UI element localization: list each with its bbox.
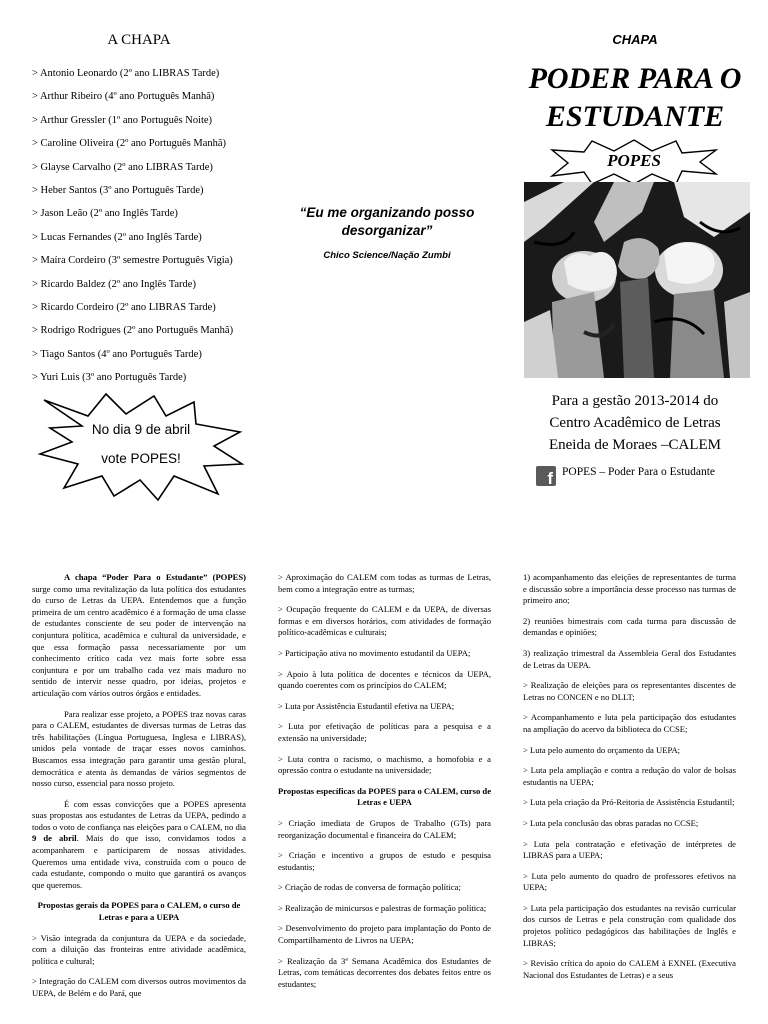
list-item: > Aproximação do CALEM com todas as turmas de Letras, bem como a integração entre as turmas; [278,572,491,594]
facebook-icon: f [536,466,556,486]
member-item: > Ricardo Baldez (2º ano Inglês Tarde) [32,278,196,290]
list-item: > Integração do CALEM com diversos outros movimentos da UEPA, de Belém e do Pará, que [32,976,246,998]
list-item: > Luta pela ampliação e contra a redução do valor de bolsas estudantis na UEPA; [523,765,736,787]
column-intro [32,572,246,1009]
list-item: > Realização da 3ª Semana Acadêmica dos Estudantes de Letras, com temáticas decorrentes dos debates feitos entre os estudantes; [278,955,491,989]
list-item: > Criação de rodas de conversa de formação política; [278,882,461,893]
popes-label: POPES [607,151,661,170]
member-item: > Arthur Gressler (1º ano Português Noite) [32,114,213,126]
member-item: > Maíra Cordeiro (3º semestre Português Vigia) [32,255,233,267]
quote-text: “Eu me organizando posso desorganizar” [299,205,475,238]
member-item: > Heber Santos (3º ano Português Tarde) [32,185,204,197]
list-item: > Participação ativa no movimento estudantil da UEPA; [278,647,471,658]
popes-badge [548,138,720,186]
slate-title: PODER PARA O ESTUDANTE [528,62,742,133]
list-item: > Desenvolvimento do projeto para implantação do Ponto de Compartilhamento de Livros na UEPA; [278,923,491,946]
list-item: 2) reuniões bimestrais com cada turma para discussão de demandas e opiniões; [523,615,736,638]
member-item: > Antonio Leonardo (2º ano LIBRAS Tarde) [32,68,220,79]
list-item: > Ocupação frequente do CALEM e da UEPA, de diversas formas e em diversos horários, com atividades de formação político-acadêmicas e culturais; [278,604,491,638]
list-item: > Acompanhamento e luta pela participação dos estudantes na ampliação do acervo da biblioteca do CCSE; [523,712,736,734]
list-item: > Apoio à luta política de docentes e técnicos da UEPA, quando coerentes com os princípios do CALEM; [278,668,491,691]
column-specifics [523,572,736,990]
paragraph: Para realizar esse projeto, a POPES traz novas caras para o CALEM, estudantes de diversas turmas de Letras das três habilitações (Língua Portuguesa, Inglesa e LIBRAS), unidos pela vontade de traçar esses novos caminhos. Buscamos essa integração para garantir uma gestão plural, democrática e atenta às demandas de vários segmentos de nosso curso, essencial para nosso projeto. [32,708,246,789]
column-proposals [278,572,491,999]
list-item: > Visão integrada da conjuntura da UEPA e da sociedade, com a diluição das fronteiras entre atividade acadêmica, política e cultural; [32,932,246,966]
members-list [32,62,233,390]
member-item: > Lucas Fernandes (2º ano Inglês Tarde) [32,231,202,243]
member-item: > Caroline Oliveira (2º ano Português Manhã) [32,138,227,150]
starburst-shape [36,392,246,502]
list-item: > Luta pela criação da Pró-Reitoria de Assistência Estudantil; [523,797,735,808]
list-item: > Luta por efetivação de políticas para a pesquisa e a extensão na universidade; [278,721,491,743]
section-heading: Propostas específicas da POPES para o CALEM, curso de Letras e UEPA [278,785,492,808]
list-item: > Revisão crítica do apoio do CALEM à EXNEL (Executiva Nacional dos Estudantes de Letras) e a seus [523,958,736,980]
quote-author: Chico Science/Nação Zumbi [323,250,451,261]
intro-paragraph: A chapa “Poder Para o Estudante” (POPES) surge como uma revitalização da luta política dos estudantes do curso de Letras da UEPA. Entendemos que a função primeira de um centro acadêmico é a formação de uma classe de estudantes consciente de seu poder de intervenção na conjuntura política, acadêmica e cultural da universidade, e que essa formação passa necessariamente por um conhecimento crítico cada vez mais forte sobre essa conjuntura e por um trabalho cada vez mais maduro no sentido de intervir nesse quadro, por ideias, projetos e articulação com vários outros órgãos e entidades. [32,572,246,698]
list-item: > Criação imediata de Grupos de Trabalho (GTs) para reorganização documental e financeira do CALEM; [278,817,491,840]
gestao-text: Para a gestão 2013-2014 do Centro Acadêmico de Letras Eneida de Moraes –CALEM [548,393,722,453]
vote-date-text: No dia 9 de abril [91,422,191,437]
list-item: > Realização de minicursos e palestras de formação política; [278,902,487,913]
section-heading: Propostas gerais da POPES para o CALEM, o curso de Letras e para a UEPA [37,900,241,923]
list-item: 1) acompanhamento das eleições de representantes de turma e discussão sobre a importância desse processo nas turmas de primeiro ano; [523,572,736,606]
member-item: > Glayse Carvalho (2º ano LIBRAS Tarde) [32,161,213,173]
vote-popes-text: vote POPES! [101,451,181,466]
list-item: > Realização de eleições para os representantes discentes de Letras no CONCEN e no DLLT; [523,680,736,702]
list-item: > Luta pela participação dos estudantes na revisão curricular dos cursos de Letras e pela construção com qualidade dos projetos político pedagógicos das habilitações de Inglês e LIBRAS; [523,902,736,948]
member-item: > Yuri Luis (3º ano Português Tarde) [32,372,187,384]
list-item: > Luta contra o racismo, o machismo, a homofobia e a opressão contra o estudante na universidade; [278,753,491,776]
members-heading: A CHAPA [107,32,171,48]
list-item: > Luta pelo aumento do quadro de professores efetivos na UEPA; [523,870,736,893]
fists-artwork-image [524,182,750,378]
list-item: > Luta por Assistência Estudantil efetiva na UEPA; [278,700,455,711]
list-item: 3) realização trimestral da Assembleia Geral dos Estudantes de Letras da UEPA. [523,647,736,670]
member-item: > Ricardo Cordeiro (2º ano LIBRAS Tarde) [32,302,216,314]
member-item: > Jason Leão (2º ano Inglês Tarde) [32,208,178,220]
list-item: > Criação e incentivo a grupos de estudo e pesquisa estudantis; [278,850,491,872]
list-item: > Luta pela conclusão das obras paradas no CCSE; [523,817,699,828]
member-item: > Tiago Santos (4º ano Português Tarde) [32,348,202,360]
list-item: > Luta pelo aumento do orçamento da UEPA; [523,744,681,755]
facebook-page-name: POPES – Poder Para o Estudante [562,466,716,478]
list-item: > Luta pela contratação e efetivação de intérpretes de LIBRAS para a UEPA; [523,838,736,861]
paragraph: É com essas convicções que a POPES apresenta suas propostas aos estudantes de Letras da UEPA, pedindo a todos o voto de confiança nas eleições para o CALEM, no dia 9 de abril. Mais do que isso, convidamos todos a acompanharem e participarem de nossas atividades. Queremos uma entidade viva, construída com o pouco de cada estudante, compondo o muito que garantirá os avanços que queremos. [32,798,246,890]
member-item: > Arthur Ribeiro (4º ano Português Manhã) [32,91,215,103]
member-item: > Rodrigo Rodrigues (2º ano Português Manhã) [32,325,234,337]
chapa-label: CHAPA [612,32,658,47]
